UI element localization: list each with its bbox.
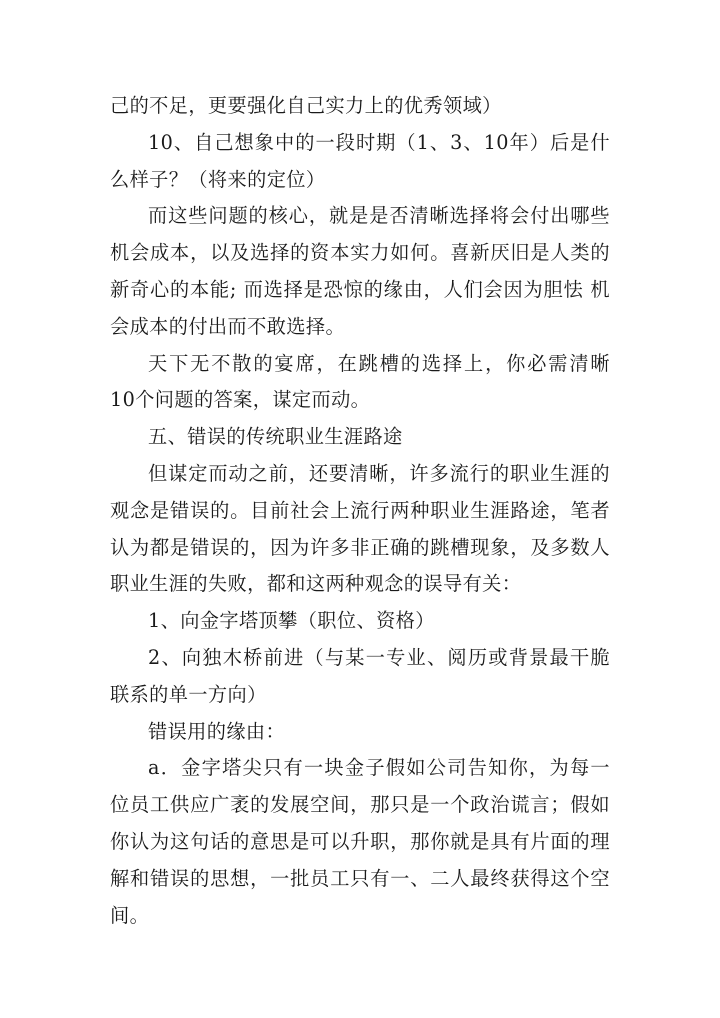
paragraph-reason-a: a．金字塔尖只有一块金子假如公司告知你，为每一位员工供应广袤的发展空间，那只是一个政治谎言；假如你认为这句话的意思是可以升职，那你就是具有片面的理解和错误的思想，一批员工只有一、二人最终获得这个空间。 — [110, 756, 610, 927]
list-item-2: 2、向独木桥前进（与某一专业、阅历或背景最干脆联系的单一方向） — [110, 645, 610, 706]
document-body — [110, 88, 610, 934]
list-item-1: 1、向金字塔顶攀（职位、资格） — [148, 609, 435, 633]
paragraph-no-endless-feast: 天下无不散的宴席，在跳槽的选择上，你必需清晰 10个问题的答案，谋定而动。 — [110, 351, 610, 412]
section-heading-five: 五、错误的传统职业生涯路途 — [148, 425, 403, 449]
paragraph-core-of-questions: 而这些问题的核心，就是是否清晰选择将会付出哪些机会成本，以及选择的资本实力如何。喜新厌旧是人类的新奇心的本能; 而选择是恐惊的缘由，人们会因为胆怯 机会成本的付出而不敢选择。 — [110, 204, 610, 338]
paragraph-continuation: 己的不足，更要强化自己实力上的优秀领域） — [110, 94, 502, 117]
paragraph-wrong-concepts: 但谋定而动之前，还要清晰，许多流行的职业生涯的观念是错误的。目前社会上流行两种职业生涯路途，笔者认为都是错误的，因为许多非正确的跳槽现象，及多数人职业生涯的失败，都和这两种观念的误导有关： — [110, 461, 610, 596]
paragraph-question-10: 10、自己想象中的一段时期（1、3、10年）后是什么样子？（将来的定位） — [110, 130, 610, 191]
paragraph-reasons-label: 错误用的缘由： — [148, 719, 286, 743]
